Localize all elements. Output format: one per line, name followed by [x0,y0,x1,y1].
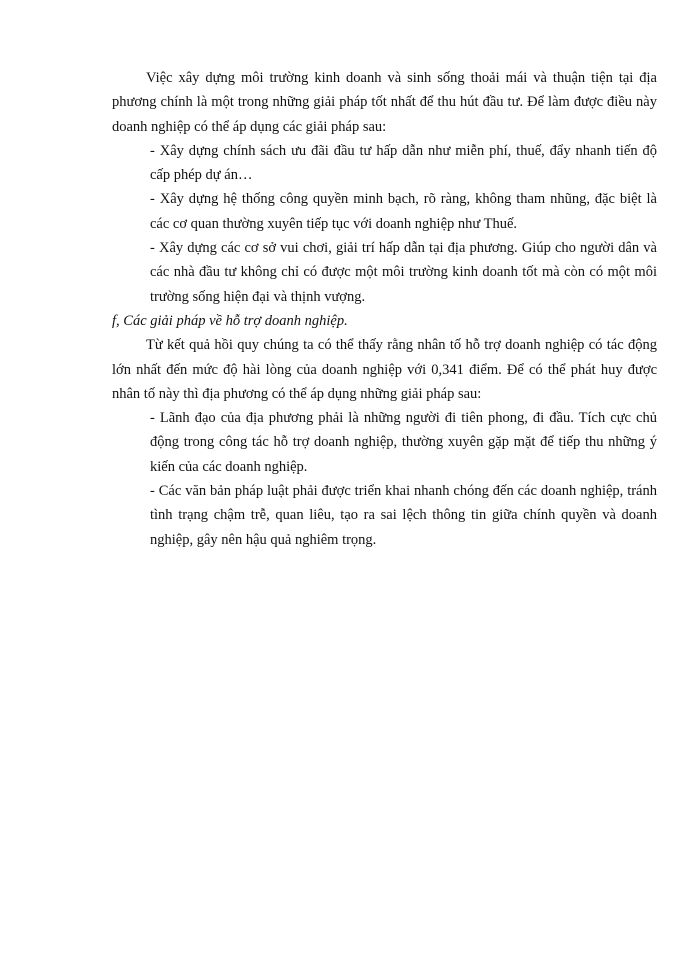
document-body [112,66,657,552]
paragraph-investment-environment: Việc xây dựng môi trường kinh doanh và sinh sống thoải mái và thuận tiện tại địa phương chính là một trong những giải pháp tốt nhất để thu hút đầu tư. Để làm được điều này doanh nghiệp có thể áp dụng các giải pháp sau: [112,70,657,135]
bullet-incentive-policy: - Xây dựng chính sách ưu đãi đầu tư hấp dẫn như miễn phí, thuế, đẩy nhanh tiến độ cấp phép dự án… [150,142,657,184]
section-heading-f: f, Các giải pháp về hỗ trợ doanh nghiệp. [112,312,348,329]
bullet-leadership: - Lãnh đạo của địa phương phải là những người đi tiên phong, đi đầu. Tích cực chủ động trong công tác hỗ trợ doanh nghiệp, thường xuyên gặp mặt để tiếp thu những ý kiến của các doanh nghiệp. [150,410,657,475]
paragraph-regression-result: Từ kết quả hồi quy chúng ta có thể thấy rằng nhân tố hỗ trợ doanh nghiệp có tác động lớn nhất đến mức độ hài lòng của doanh nghiệp với 0,341 điểm. Để có thể phát huy được nhân tố này thì địa phương có thể áp dụng những giải pháp sau: [112,337,657,402]
bullet-legal-documents: - Các văn bản pháp luật phải được triển khai nhanh chóng đến các doanh nghiệp, tránh tình trạng chậm trễ, quan liêu, tạo ra sai lệch thông tin giữa chính quyền và doanh nghiệp, gây nên hậu quả nghiêm trọng. [150,483,657,548]
bullet-entertainment-facilities: - Xây dựng các cơ sở vui chơi, giải trí hấp dẫn tại địa phương. Giúp cho người dân và các nhà đầu tư không chỉ có được một môi trường kinh doanh tốt mà còn có một môi trường sống hiện đại và thịnh vượng. [150,240,657,305]
bullet-transparent-government: - Xây dựng hệ thống công quyền minh bạch, rõ ràng, không tham nhũng, đặc biệt là các cơ quan thường xuyên tiếp tục với doanh nghiệp như Thuế. [150,191,657,232]
